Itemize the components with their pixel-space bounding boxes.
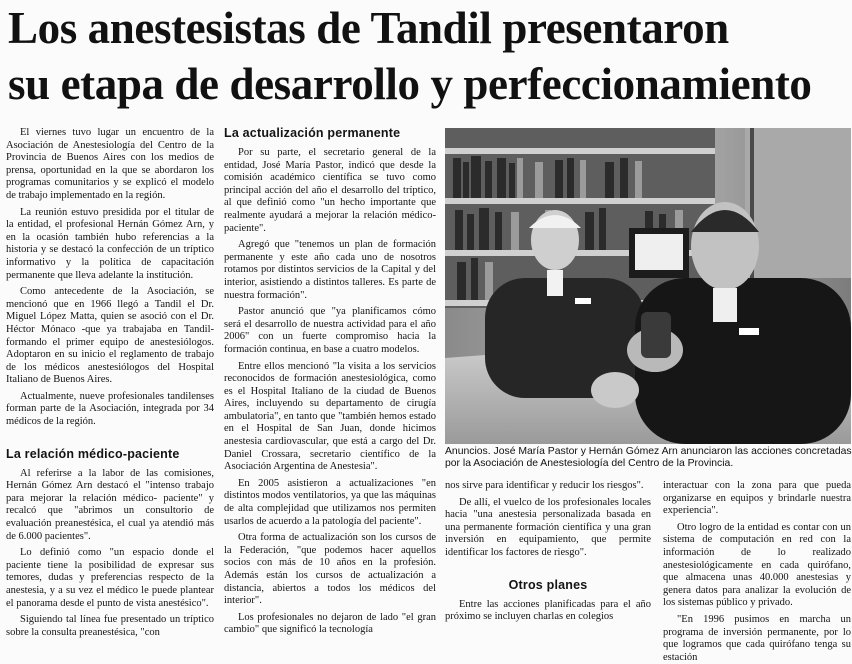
headline: [8, 0, 851, 122]
paragraph: Entre ellos mencionó "la visita a los servicios reconocidos de formación anestesiológica, como es el Hospital Italiano de la ciudad de Buenos Aires, incluyendo su departamento de cirugía ambulatoria", en tanto que "también hemos estado en el Hospital de San Juan, donde hicimos anestesia cardiovascular, que está a cargo del Dr. Daniel Crossara, secretario científico de la Asociación Argentina de Anestesia".: [224, 360, 436, 473]
paragraph: "En 1996 pusimos en marcha un programa de inversión permanente, por lo que logramos que cada quirófano tenga su estación: [663, 613, 851, 663]
article-column-2: [224, 126, 436, 636]
section-heading-otros-planes: Otros planes: [508, 577, 588, 592]
photo-caption-line-2: por la Asociación de Anestesiología del Centro de la Provincia.: [445, 458, 734, 470]
photo-caption-line-1: Anuncios. José María Pastor y Hernán Gómez Arn anunciaron las acciones concretadas: [445, 446, 852, 457]
paragraph: interactuar con la zona para que pueda organizarse en equipos y brindarle nuestra experiencia".: [663, 480, 851, 517]
paragraph: Pastor anunció que "ya planificamos cómo será el desarrollo de nuestra actividad para el año 2006" con un fuerte compromiso hacia la formación continua, en base a cuatro modelos.: [224, 306, 436, 355]
article-column-1: [6, 127, 214, 638]
headline-line-1: Los anestesistas de Tandil presentaron: [8, 3, 729, 53]
paragraph: Actualmente, nueve profesionales tandilenses forman parte de la Asociación, integrada por 34 médicos de la región.: [6, 390, 214, 428]
paragraph: Lo definió como "un espacio donde el paciente tiene la posibilidad de expresar sus temores, dudas y preferencias respecto de la anestesia, y a su vez el médico le puede plantear el panorama desde el punto de vista anestésico".: [6, 547, 214, 609]
photo-caption: [445, 446, 851, 476]
paragraph: Agregó que "tenemos un plan de formación permanente y este año cada uno de nosotros rotamos por distintos servicios de la Capital y del interior, asistiendo a distintos talleres. Es parte de nuestra formación".: [224, 239, 436, 301]
section-heading-relacion: La relación médico-paciente: [6, 446, 180, 461]
headline-line-2: su etapa de desarrollo y perfeccionamiento: [8, 59, 812, 109]
paragraph: Siguiendo tal línea fue presentado un tríptico sobre la consulta preanestésica, "con: [6, 614, 214, 638]
paragraph: Entre las acciones planificadas para el año próximo se incluyen charlas en colegios: [445, 598, 651, 623]
paragraph: De allí, el vuelco de los profesionales locales hacia "una anestesia personalizada basada en una permanente formación científica y una gran inversión en equipamiento, que permite identificar los factores de riesgo".: [445, 496, 651, 558]
article-column-3: [663, 480, 851, 663]
paragraph: Al referirse a la labor de las comisiones, Hernán Gómez Arn destacó el "intenso trabajo para mejorar la relación médico- paciente" y recalcó que "abrimos un consultorio de evaluación preanestésica, el cual ya atendió más de 6.000 pacientes".: [6, 467, 214, 542]
paragraph: Otro logro de la entidad es contar con un sistema de computación en red con la información de lo realizado anestesiológicamente en cada quirófano, que almacena unas 40.000 anestesias y genera datos para analizar la evolución de los sistemas público y privado.: [663, 521, 851, 609]
paragraph: Como antecedente de la Asociación, se mencionó que en 1966 llegó a Tandil el Dr. Miguel López Matta, quien se asoció con el Dr. Héctor Mónaco -que ya trabajaba en Tandil- formando el primer equipo de anestesiólogos. Adoptaron en su inicio el reglamento de trabajo de los médicos anestesiólogos del Hospital Italiano de Buenos Aires.: [6, 286, 214, 386]
paragraph: Otra forma de actualización son los cursos de la Federación, "que podemos hacer aquellos socios con más de 10 años en la profesión. Además están los cursos de actualización a distancia, abiertos a todos los médicos del interior".: [224, 532, 436, 607]
article-column-2b: [445, 480, 651, 638]
paragraph: La reunión estuvo presidida por el titular de la entidad, el profesional Hernán Gómez Arn, y en la ocasión también hubo referencias a la historia y se destacó la confección de un tríptico informativo y la política de capacitación permanente que lleva adelante la institución.: [6, 206, 214, 281]
paragraph: En 2005 asistieron a actualizaciones "en distintos modos ventilatorios, ya que las máquinas de alta complejidad que utilizamos nos permiten usarlos de acuerdo a la patología del paciente".: [224, 477, 436, 527]
paragraph: Los profesionales no dejaron de lado "el gran cambio" que significó la tecnología: [224, 611, 436, 636]
paragraph: Por su parte, el secretario general de la entidad, José María Pastor, indicó que desde la comisión académico científica se tuvo como principal acción del año el desarrollo del tríptico, al que definió como "un hecho importante que realmente ayudará a mejorar la relación médico-paciente".: [224, 147, 436, 234]
section-heading-actualizacion: La actualización permanente: [224, 126, 401, 140]
paragraph: nos sirve para identificar y reducir los riesgos".: [445, 480, 644, 491]
paragraph: El viernes tuvo lugar un encuentro de la Asociación de Anestesiología del Centro de la Provincia de Buenos Aires con los medios de prensa, oportunidad en la que se abordaron los programas comunitarios y se explicó el modelo de trabajo implementado en la región.: [6, 127, 214, 201]
news-photo: [445, 128, 851, 444]
